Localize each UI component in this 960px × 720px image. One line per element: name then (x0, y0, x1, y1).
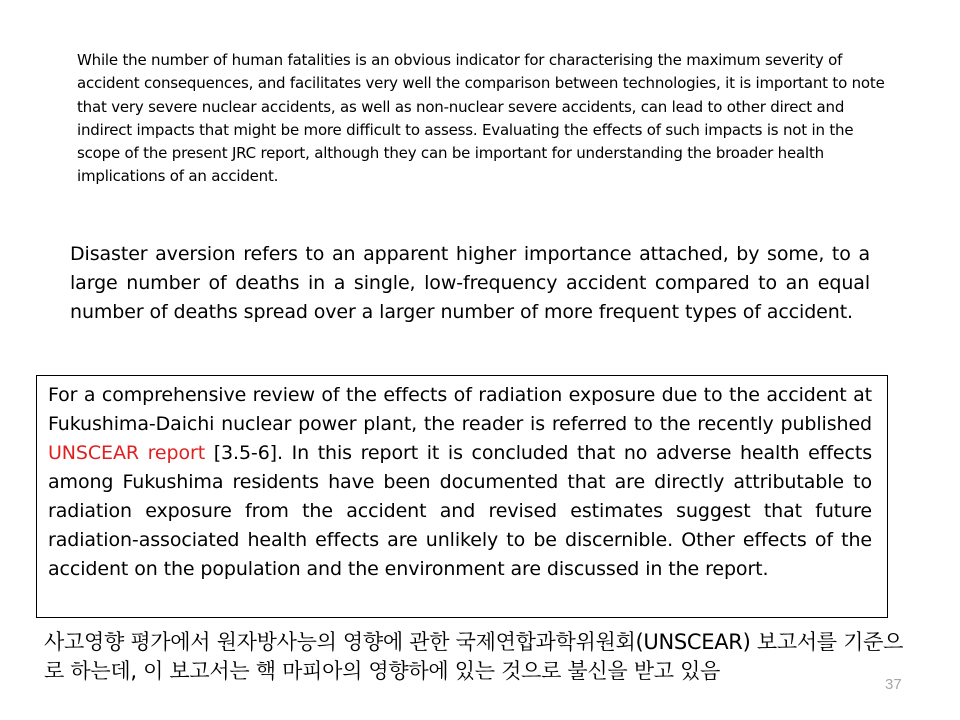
quote-text-before: For a comprehensive review of the effects of radiation exposure due to the accident at Fukushima-Daichi nuclear power plant, the reader is referred to the recently published (48, 384, 872, 435)
korean-note: 사고영향 평가에서 원자방사능의 영향에 관한 국제연합과학위원회(UNSCEAR) 보고서를 기준으로 하는데, 이 보고서는 핵 마피아의 영향하에 있는 것으로 불신을 받고 있음 (44, 630, 904, 683)
unscear-report-highlight: UNSCEAR report (48, 442, 206, 464)
intro-paragraph: While the number of human fatalities is an obvious indicator for characterising the maximum severity of accident consequences, and facilitates very well the comparison between technologies, it is important to note that very severe nuclear accidents, as well as non-nuclear severe accidents, can lead to other direct and indirect impacts that might be more difficult to assess. Evaluating the effects of such impacts is not in the scope of the present JRC report, although they can be important for understanding the broader health implications of an accident. (77, 51, 885, 186)
unscear-quote-text (48, 381, 872, 584)
page-number: 37 (885, 676, 902, 693)
quote-text-after: [3.5-6]. In this report it is concluded that no adverse health effects among Fukushima residents have been documented that are directly attributable to radiation exposure from the accident and revised estimates suggest that future radiation-associated health effects are unlikely to be discernible. Other effects of the accident on the population and the environment are discussed in the report. (48, 442, 872, 580)
unscear-quote-box (36, 375, 888, 618)
disaster-aversion-paragraph: Disaster aversion refers to an apparent higher importance attached, by some, to a large number of deaths in a single, low-frequency accident compared to an equal number of deaths spread over a larger number of more frequent types of accident. (70, 243, 870, 323)
